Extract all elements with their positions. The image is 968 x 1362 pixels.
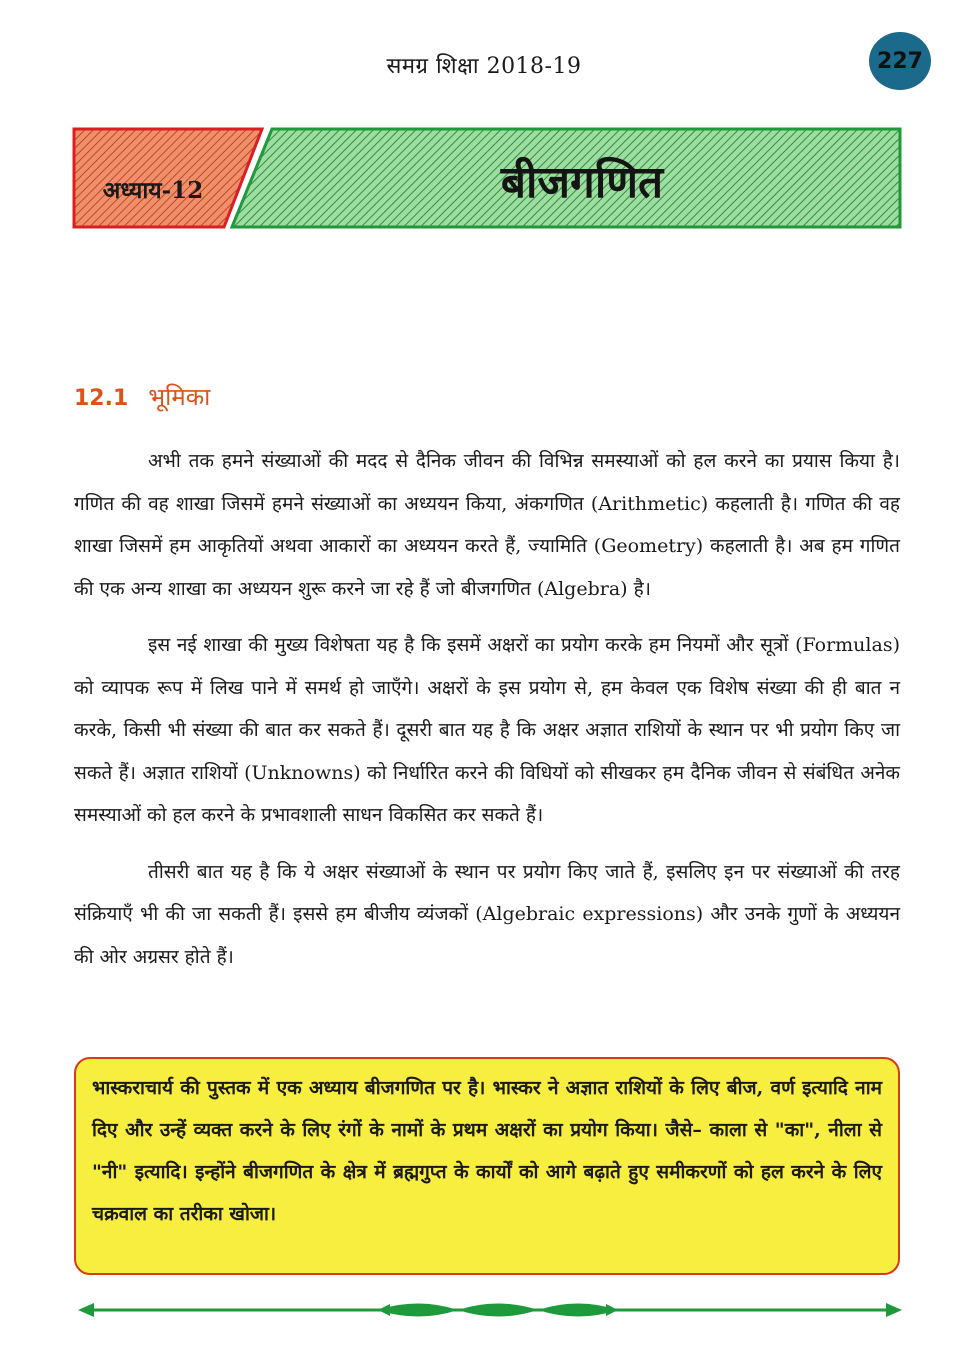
chapter-title: बीजगणित: [500, 157, 664, 208]
note-box: [74, 1057, 900, 1275]
section-title: भूमिका: [148, 383, 211, 411]
paragraph: तीसरी बात यह है कि ये अक्षर संख्याओं के स्थान पर प्रयोग किए जाते हैं, इसलिए इन पर संख्याओं की तरह संक्रियाएँ भी की जा सकती हैं। इससे हम बीजीय व्यंजकों (Algebraic expressions) और उनके गुणों के अध्ययन की ओर अग्रसर होते हैं।: [74, 860, 900, 968]
paragraph: अभी तक हमने संख्याओं की मदद से दैनिक जीवन की विभिन्न समस्याओं को हल करने का प्रयास किया है। गणित की वह शाखा जिसमें हमने संख्याओं का अध्ययन किया, अंकगणित (Arithmetic) कहलाती है। गणित की वह शाखा जिसमें हम आकृतियों अथवा आकारों का अध्ययन करते हैं, ज्यामिति (Geometry) कहलाती है। अब हम गणित की एक अन्य शाखा का अध्ययन शुरू करने जा रहे हैं जो बीजगणित (Algebra) है।: [74, 450, 900, 600]
section-number: 12.1: [74, 386, 129, 411]
paragraph: इस नई शाखा की मुख्य विशेषता यह है कि इसमें अक्षरों का प्रयोग करके हम नियमों और सूत्रों (Formulas) को व्यापक रूप में लिख पाने में समर्थ हो जाएँगे। अक्षरों के इस प्रयोग से, हम केवल एक विशेष संख्या की ही बात न करके, किसी भी संख्या की बात कर सकते हैं। दूसरी बात यह है कि अक्षर अज्ञात राशियों के स्थान पर भी प्रयोग किए जा सकते हैं। अज्ञात राशियों (Unknowns) को निर्धारित करने की विधियों को सीखकर हम दैनिक जीवन से संबंधित अनेक समस्याओं को हल करने के प्रभावशाली साधन विकसित कर सकते हैं।: [74, 634, 900, 826]
note-text: भास्कराचार्य की पुस्तक में एक अध्याय बीजगणित पर है। भास्कर ने अज्ञात राशियों के लिए बीज, वर्ण इत्यादि नाम दिए और उन्हें व्यक्त करने के लिए रंगों के नामों के प्रथम अक्षरों का प्रयोग किया। जैसे– काला से "का", नीला से "नी" इत्यादि। इन्होंने बीजगणित के क्षेत्र में ब्रह्मगुप्त के कार्यों को आगे बढ़ाते हुए समीकरणों को हल करने के लिए चक्रवाल का तरीका खोजा।: [92, 1077, 882, 1225]
chapter-label: अध्याय-12: [102, 177, 204, 204]
section-heading: [74, 380, 210, 413]
page-number-badge: [869, 32, 931, 90]
body-text: [74, 440, 900, 992]
decorative-divider: [78, 1292, 902, 1328]
running-header: समग्र शिक्षा 2018-19: [386, 54, 582, 79]
page-number: 227: [877, 48, 923, 74]
